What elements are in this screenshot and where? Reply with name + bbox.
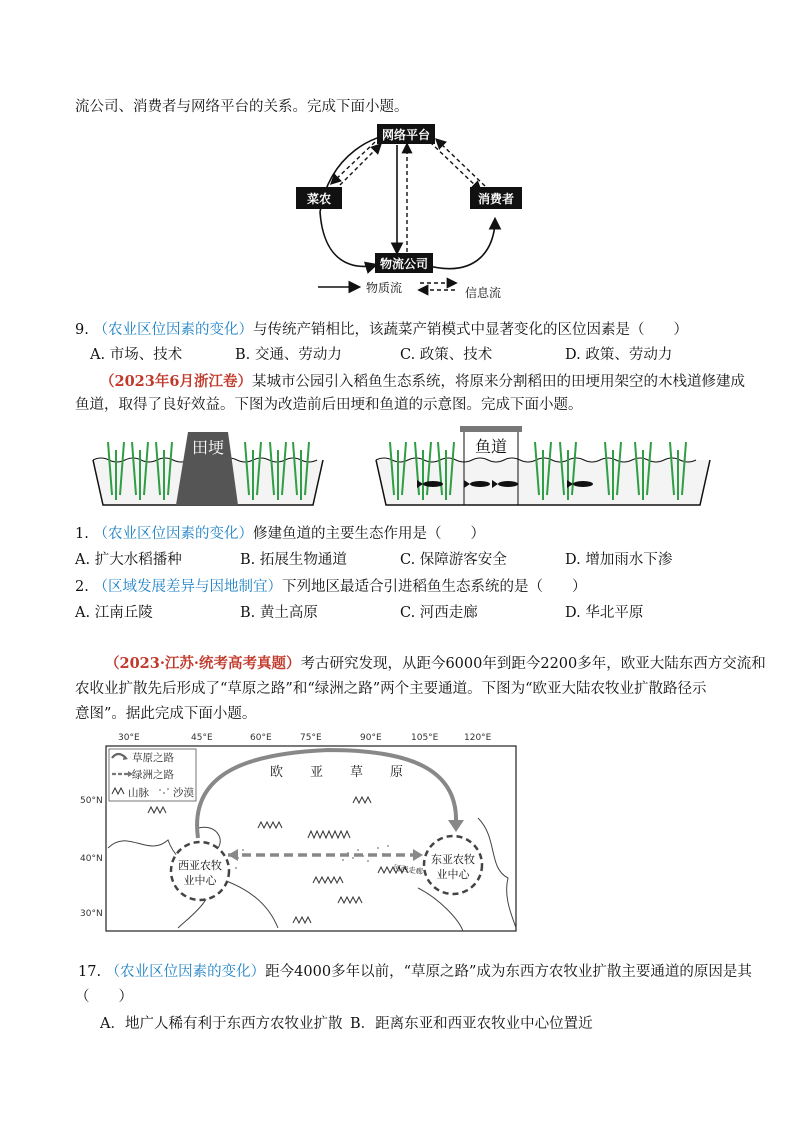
q2-option-d[interactable]: D. 华北平原 xyxy=(565,605,644,621)
passage3-line3: 意图”。据此完成下面小题。 xyxy=(75,706,257,722)
q9-stem xyxy=(75,318,688,339)
lon-30e: 30°E xyxy=(118,733,140,743)
lat-30n: 30°N xyxy=(80,909,103,919)
intro-line: 流公司、消费者与网络平台的关系。完成下面小题。 xyxy=(75,99,409,115)
passage3-line2: 农收业扩散先后形成了“草原之路”和“绿洲之路”两个主要通道。下图为“欧亚大陆农牧业扩散路径示 xyxy=(75,681,707,697)
flow-diagram xyxy=(280,120,540,305)
node-platform-label: 网络平台 xyxy=(381,128,431,142)
q1-option-b[interactable]: B. 拓展生物通道 xyxy=(240,552,347,568)
q1-stem: 1. （农业区位因素的变化）修建鱼道的主要生态作用是（ ） xyxy=(75,526,485,542)
ridge-label: 田埂 xyxy=(191,438,225,457)
lon-75e: 75°E xyxy=(300,733,322,743)
eurasia-map xyxy=(78,728,538,933)
passage3-line1: （2023·江苏·统考高考真题）考古研究发现，从距今6000年到距今2200多年，欧亚大陆东西方交流和 xyxy=(105,655,766,672)
lon-90e: 90°E xyxy=(360,733,382,743)
passage2-line1: （2023年6月浙江卷）某城市公园引入稻鱼生态系统，将原来分割稻田的田埂用架空的木栈道修建成 xyxy=(100,373,745,390)
east-center-line1: 东亚农牧 xyxy=(431,853,475,866)
node-logistics-label: 物流公司 xyxy=(379,257,429,271)
legend-mountain: 山脉 xyxy=(128,787,149,799)
corridor-label: 河西走廊 xyxy=(392,863,424,877)
q17-stem: 17. （农业区位因素的变化）距今4000多年以前，“草原之路”成为东西方农牧业扩散主要通道的原因是其 xyxy=(78,964,752,980)
q17-bracket: （ ） xyxy=(75,989,133,1005)
q9-option-c[interactable]: C. 政策、技术 xyxy=(400,347,493,363)
west-center-line2: 业中心 xyxy=(183,874,217,887)
q17-tag: （农业区位因素的变化） xyxy=(105,964,266,980)
lon-60e: 60°E xyxy=(250,733,272,743)
q17-option-a[interactable]: A．地广人稀有利于东西方农牧业扩散 xyxy=(100,1016,343,1032)
lon-120e: 120°E xyxy=(464,733,492,743)
q9-number: 9. xyxy=(75,322,89,338)
q9-text: 与传统产销相比，该蔬菜产销模式中显著变化的区位因素是（ ） xyxy=(252,322,688,338)
fishway-figure xyxy=(88,420,728,520)
lon-45e: 45°E xyxy=(191,733,213,743)
region-char-1: 欧 xyxy=(270,765,284,780)
q1-option-a[interactable]: A. 扩大水稻播种 xyxy=(75,552,182,568)
q9-option-a[interactable]: A. 市场、技术 xyxy=(90,347,183,363)
q2-stem: 2. （区域发展差异与因地制宜）下列地区最适合引进稻鱼生态系统的是（ ） xyxy=(75,579,587,595)
legend-info-label: 信息流 xyxy=(465,286,502,300)
passage2-source: （2023年6月浙江卷） xyxy=(100,373,252,390)
q1-option-c[interactable]: C. 保障游客安全 xyxy=(400,552,507,568)
legend-material-label: 物质流 xyxy=(366,281,403,295)
q2-option-a[interactable]: A. 江南丘陵 xyxy=(75,605,153,621)
lon-105e: 105°E xyxy=(411,733,439,743)
lat-40n: 40°N xyxy=(80,854,103,864)
q9-option-b[interactable]: B. 交通、劳动力 xyxy=(235,347,342,363)
q2-tag: （区域发展差异与因地制宜） xyxy=(93,579,282,595)
node-farmer-label: 菜农 xyxy=(306,192,332,206)
west-center-line1: 西亚农牧 xyxy=(178,859,222,872)
q2-option-c[interactable]: C. 河西走廊 xyxy=(400,605,478,621)
region-char-2: 亚 xyxy=(310,765,324,780)
passage3-source: （2023·江苏·统考高考真题） xyxy=(105,655,301,672)
lat-50n: 50°N xyxy=(80,796,103,806)
q17-option-b[interactable]: B．距离东亚和西亚农牧业中心位置近 xyxy=(350,1016,593,1032)
q9-option-d[interactable]: D. 政策、劳动力 xyxy=(565,347,673,363)
legend-desert: 沙漠 xyxy=(173,787,194,799)
region-char-4: 原 xyxy=(390,765,404,780)
east-center-line2: 业中心 xyxy=(436,868,470,881)
fishway-label: 鱼道 xyxy=(474,437,508,456)
legend-steppe-road: 草原之路 xyxy=(132,752,174,764)
legend-oasis-road: 绿洲之路 xyxy=(132,769,174,781)
passage2-line2: 鱼道，取得了良好效益。下图为改造前后田埂和鱼道的示意图。完成下面小题。 xyxy=(75,397,583,413)
region-char-3: 草 xyxy=(350,765,364,780)
q1-tag: （农业区位因素的变化） xyxy=(93,526,253,542)
node-consumer-label: 消费者 xyxy=(477,192,515,206)
q2-option-b[interactable]: B. 黄土高原 xyxy=(240,605,318,621)
q9-tag: （农业区位因素的变化） xyxy=(93,322,253,338)
q1-option-d[interactable]: D. 增加雨水下渗 xyxy=(565,552,673,568)
